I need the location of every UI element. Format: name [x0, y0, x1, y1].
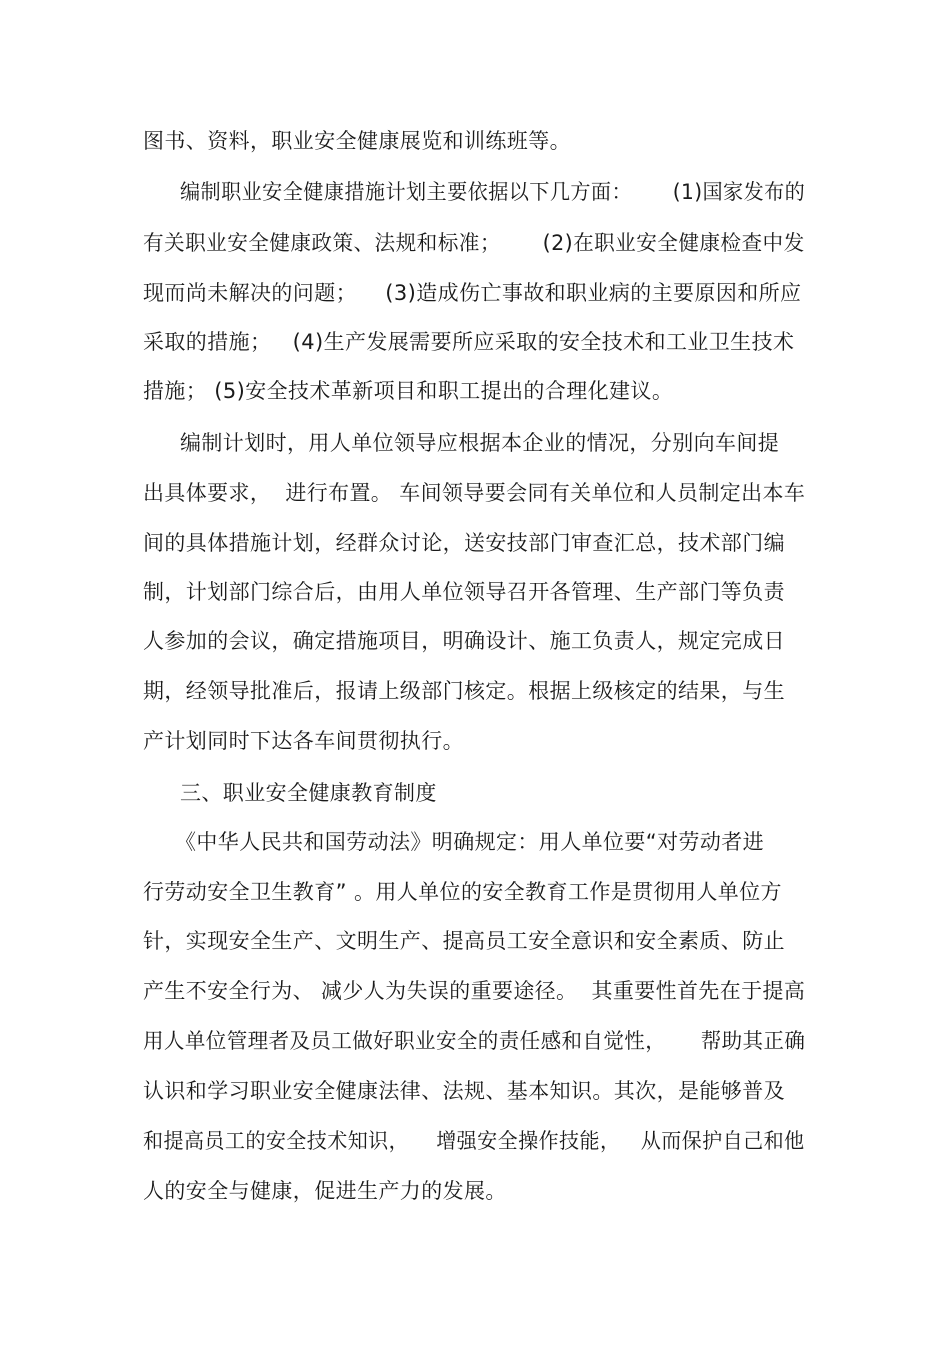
text-line: 针，实现安全生产、文明生产、提高员工安全意识和安全素质、防止: [143, 929, 785, 953]
text-line: 《中华人民共和国劳动法》明确规定：用人单位要“对劳动者进: [175, 830, 765, 854]
text-line: 用人单位管理者及员工做好职业安全的责任感和自觉性， 帮助其正确: [143, 1029, 806, 1053]
text-line: 间的具体措施计划，经群众讨论，送安技部门审查汇总，技术部门编: [143, 531, 785, 555]
text-line: 制，计划部门综合后，由用人单位领导召开各管理、生产部门等负责: [143, 580, 785, 604]
text-line: 行劳动安全卫生教育” 。用人单位的安全教育工作是贯彻用人单位方: [143, 880, 782, 904]
text-line: 产生不安全行为、 减少人为失误的重要途径。 其重要性首先在于提高: [143, 979, 806, 1003]
text-line: 人的安全与健康，促进生产力的发展。: [143, 1179, 507, 1203]
text-line: 有关职业安全健康政策、法规和标准； (2)在职业安全健康检查中发: [143, 231, 805, 255]
text-line: 出具体要求， 进行布置。 车间领导要会同有关单位和人员制定出本车: [143, 481, 806, 505]
text-line: 人参加的会议，确定措施项目，明确设计、施工负责人，规定完成日: [143, 629, 785, 653]
section-heading: 三、职业安全健康教育制度: [180, 781, 437, 805]
text-line: 现而尚未解决的问题； (3)造成伤亡事故和职业病的主要原因和所应: [143, 281, 802, 305]
text-line: 产计划同时下达各车间贯彻执行。: [143, 729, 464, 753]
text-line: 和提高员工的安全技术知识， 增强安全操作技能， 从而保护自己和他: [143, 1129, 805, 1153]
text-line: 措施； (5)安全技术革新项目和职工提出的合理化建议。: [143, 379, 674, 403]
text-line: 编制计划时，用人单位领导应根据本企业的情况，分别向车间提: [180, 431, 780, 455]
text-line: 图书、资料，职业安全健康展览和训练班等。: [143, 129, 571, 153]
text-line: 期，经领导批准后，报请上级部门核定。根据上级核定的结果，与生: [143, 679, 785, 703]
text-line: 认识和学习职业安全健康法律、法规、基本知识。其次，是能够普及: [143, 1079, 785, 1103]
text-line: 采取的措施； (4)生产发展需要所应采取的安全技术和工业卫生技术: [143, 330, 795, 354]
text-line: 编制职业安全健康措施计划主要依据以下几方面： (1)国家发布的: [180, 180, 806, 204]
